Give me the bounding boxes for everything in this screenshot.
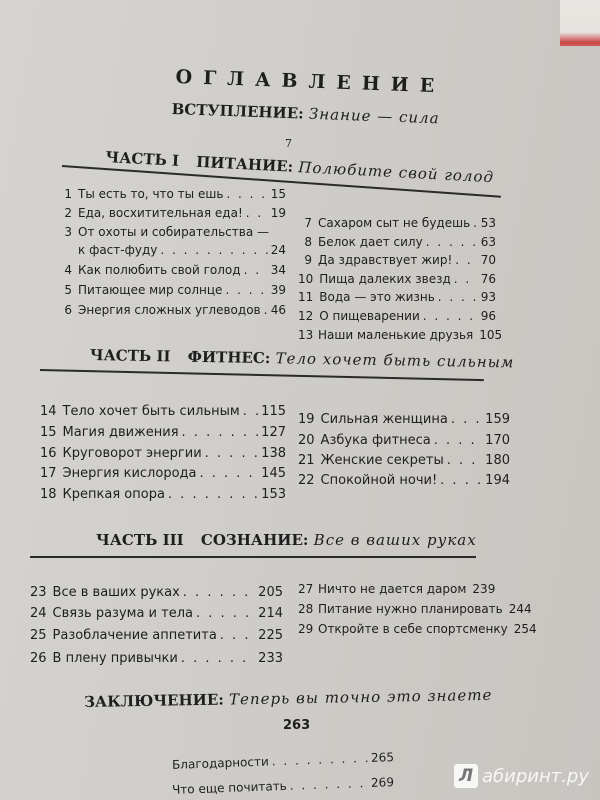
entry-number: 25 <box>30 628 47 643</box>
toc-entry[interactable] <box>298 290 496 304</box>
entry-number: 23 <box>30 585 47 600</box>
part-label: ЧАСТЬ III <box>96 531 184 549</box>
entry-page: 39 <box>270 283 286 297</box>
entry-title: Пища далеких звезд <box>319 272 451 286</box>
entry-title: Азбука фитнеса <box>320 433 431 448</box>
entry-page: 153 <box>261 487 286 502</box>
toc-entry[interactable] <box>298 216 496 230</box>
dot-leader <box>226 187 267 201</box>
dot-leader <box>454 272 478 286</box>
part-3-rule <box>30 556 476 558</box>
entry-title: Да здравствует жир! <box>318 253 453 267</box>
dot-leader <box>199 466 258 481</box>
entry-title: Магия движения <box>62 425 179 440</box>
toc-entry[interactable] <box>298 272 496 286</box>
entry-number: 5 <box>64 283 72 297</box>
dot-leader <box>168 487 258 502</box>
part-1-heading <box>105 148 494 186</box>
entry-title: Энергия сложных углеводов <box>78 303 261 317</box>
toc-entry[interactable] <box>298 328 503 342</box>
entry-number: 9 <box>304 253 312 267</box>
entry-number: 22 <box>298 473 315 488</box>
entry-number: 12 <box>298 309 314 323</box>
toc-entry[interactable] <box>298 412 510 427</box>
dot-leader <box>423 309 478 323</box>
part-2-rule <box>40 369 484 381</box>
dot-leader <box>243 404 258 419</box>
entry-title: Ты есть то, что ты ешь <box>78 187 224 201</box>
page-edge <box>560 0 600 46</box>
entry-number: 19 <box>298 412 315 427</box>
conclusion-subtitle: Теперь вы точно это знаете <box>228 685 493 709</box>
entry-title: Питающее мир солнце <box>78 283 223 297</box>
dot-leader <box>440 473 482 488</box>
toc-entry[interactable] <box>30 651 283 666</box>
entry-page: 96 <box>480 309 496 323</box>
entry-title: Круговорот энергии <box>62 446 202 461</box>
entry-page: 76 <box>480 272 496 286</box>
conclusion-heading <box>84 686 493 711</box>
toc-entry[interactable] <box>298 453 510 468</box>
entry-page: 205 <box>258 585 283 600</box>
toc-entry[interactable] <box>40 404 286 419</box>
part-name: ПИТАНИЕ: <box>195 152 294 176</box>
entry-page: 93 <box>480 290 496 304</box>
toc-entry[interactable] <box>172 775 394 797</box>
part-subtitle: Полюбите свой голод <box>297 158 495 187</box>
entry-title: Белок дает силу <box>318 235 423 249</box>
entry-number: 17 <box>40 466 57 481</box>
entry-number: 16 <box>40 446 57 461</box>
part-label: ЧАСТЬ II <box>89 346 171 366</box>
toc-entry[interactable] <box>58 187 286 201</box>
toc-entry[interactable] <box>298 602 532 616</box>
toc-entry[interactable] <box>58 303 286 317</box>
entry-number: 28 <box>298 602 314 616</box>
entry-page: 19 <box>270 206 286 220</box>
entry-page: 170 <box>485 433 510 448</box>
labirint-logo-icon: Л <box>454 764 478 788</box>
dot-leader <box>434 433 482 448</box>
watermark-text: абиринт.ру <box>482 765 590 787</box>
entry-number: 20 <box>298 433 315 448</box>
entry-page: 269 <box>370 775 395 790</box>
toc-entry[interactable] <box>298 309 496 323</box>
toc-entry[interactable] <box>40 446 286 461</box>
intro-heading <box>171 100 440 127</box>
entry-number: 15 <box>40 425 57 440</box>
entry-number: 14 <box>40 404 57 419</box>
entry-page: 15 <box>270 187 286 201</box>
entry-number: 3 <box>64 225 72 239</box>
entry-title: О пищеварении <box>319 309 420 323</box>
dot-leader <box>438 290 478 304</box>
entry-title: Питание нужно планировать <box>318 602 503 616</box>
entry-page: 34 <box>270 263 286 277</box>
dot-leader <box>220 628 255 643</box>
part-3-heading <box>96 531 477 549</box>
dot-leader <box>246 206 268 220</box>
part-label: ЧАСТЬ I <box>105 148 180 170</box>
entry-title: Женские секреты <box>320 453 444 468</box>
dot-leader <box>455 253 477 267</box>
entry-number: 4 <box>64 263 72 277</box>
entry-title: Благодарности <box>171 754 270 772</box>
entry-page: 194 <box>485 473 510 488</box>
dot-leader <box>182 425 259 440</box>
entry-number: 18 <box>40 487 57 502</box>
dot-leader <box>225 283 267 297</box>
entry-title: Крепкая опора <box>62 487 165 502</box>
entry-page: 159 <box>485 412 510 427</box>
dot-leader <box>473 216 478 230</box>
part-2-heading <box>90 346 515 371</box>
part-subtitle: Все в ваших руках <box>313 531 477 549</box>
entry-number: 10 <box>298 272 314 286</box>
dot-leader <box>205 446 259 461</box>
entry-number: 11 <box>298 290 314 304</box>
entry-title: Энергия кислорода <box>62 466 197 481</box>
conclusion-page: 263 <box>283 718 311 733</box>
entry-page: 105 <box>479 328 503 342</box>
toc-entry-line-2[interactable] <box>58 243 286 257</box>
dot-leader <box>451 412 482 427</box>
dot-leader <box>272 751 369 768</box>
entry-number: 1 <box>64 187 72 201</box>
entry-title-cont: к фаст-фуду <box>78 243 158 257</box>
intro-subtitle: Знание — сила <box>308 104 440 128</box>
entry-title: Сильная женщина <box>320 412 448 427</box>
entry-page: 225 <box>258 628 283 643</box>
entry-page: 46 <box>270 303 286 317</box>
entry-title: Еда, восхитительная еда! <box>78 206 243 220</box>
part-name: ФИТНЕС: <box>187 347 271 368</box>
entry-number: 13 <box>298 328 314 342</box>
dot-leader <box>264 303 268 317</box>
intro-page: 7 <box>285 137 292 150</box>
conclusion-label: ЗАКЛЮЧЕНИЕ: <box>84 690 224 711</box>
entry-page: 53 <box>480 216 496 230</box>
toc-entry[interactable] <box>298 433 510 448</box>
toc-entry[interactable] <box>58 283 286 297</box>
entry-page: 239 <box>472 582 496 596</box>
toc-entry[interactable] <box>30 628 283 643</box>
entry-page: 127 <box>261 425 286 440</box>
entry-page: 254 <box>513 622 537 636</box>
entry-page: 233 <box>258 651 283 666</box>
toc-entry[interactable] <box>40 425 286 440</box>
entry-number: 27 <box>298 582 314 596</box>
dot-leader <box>160 243 267 257</box>
toc-entry[interactable] <box>298 235 496 249</box>
toc-title: ОГЛАВЛЕНИЕ <box>175 66 446 98</box>
dot-leader <box>447 453 482 468</box>
toc-entry[interactable] <box>30 585 283 600</box>
entry-title: Откройте в себе спортсменку <box>318 622 508 636</box>
entry-title: От охоты и собирательства — <box>78 225 269 239</box>
toc-entry[interactable] <box>40 487 286 502</box>
entry-title: Спокойной ночи! <box>320 473 438 488</box>
entry-page: 180 <box>485 453 510 468</box>
entry-number: 26 <box>30 651 47 666</box>
entry-number: 24 <box>30 606 47 621</box>
entry-page: 63 <box>480 235 496 249</box>
entry-number: 6 <box>64 303 72 317</box>
entry-title: Разоблачение аппетита <box>52 628 217 643</box>
entry-number: 29 <box>298 622 314 636</box>
dot-leader <box>426 235 478 249</box>
dot-leader <box>181 651 255 666</box>
part-name: СОЗНАНИЕ: <box>200 531 309 549</box>
watermark <box>454 764 589 788</box>
entry-page: 138 <box>261 446 286 461</box>
entry-title: Тело хочет быть сильным <box>62 404 240 419</box>
entry-title: Сахаром сыт не будешь <box>318 216 471 230</box>
entry-page: 24 <box>270 243 286 257</box>
entry-title: Ничто не дается даром <box>318 582 467 596</box>
toc-entry-line-1[interactable] <box>58 225 286 239</box>
entry-page: 214 <box>258 606 283 621</box>
toc-entry[interactable] <box>30 606 283 621</box>
dot-leader <box>290 776 369 793</box>
entry-number: 2 <box>64 206 72 220</box>
entry-number: 8 <box>304 235 312 249</box>
entry-title: Вода — это жизнь <box>319 290 435 304</box>
entry-title: Связь разума и тела <box>52 606 193 621</box>
toc-entry[interactable] <box>40 466 286 481</box>
entry-page: 70 <box>480 253 496 267</box>
dot-leader <box>196 606 255 621</box>
dot-leader <box>183 585 255 600</box>
entry-title: Все в ваших руках <box>52 585 180 600</box>
entry-number: 21 <box>298 453 315 468</box>
intro-label: ВСТУПЛЕНИЕ: <box>171 100 305 123</box>
part-subtitle: Тело хочет быть сильным <box>275 349 515 372</box>
entry-page: 115 <box>261 404 286 419</box>
entry-title: Как полюбить свой голод <box>78 263 241 277</box>
toc-entry[interactable] <box>298 253 496 267</box>
toc-entry[interactable] <box>58 206 286 220</box>
dot-leader <box>244 263 268 277</box>
toc-entry[interactable] <box>298 473 510 488</box>
entry-page: 244 <box>508 602 532 616</box>
entry-number: 7 <box>304 216 312 230</box>
entry-page: 145 <box>261 466 286 481</box>
toc-entry[interactable] <box>58 263 286 277</box>
entry-title: Наши маленькие друзья <box>318 328 474 342</box>
toc-entry[interactable] <box>298 622 537 636</box>
toc-entry[interactable] <box>298 582 496 596</box>
entry-title: В плену привычки <box>52 651 178 666</box>
entry-page: 265 <box>370 750 395 765</box>
entry-title: Что еще почитать <box>171 778 287 797</box>
toc-entry[interactable] <box>172 750 394 772</box>
